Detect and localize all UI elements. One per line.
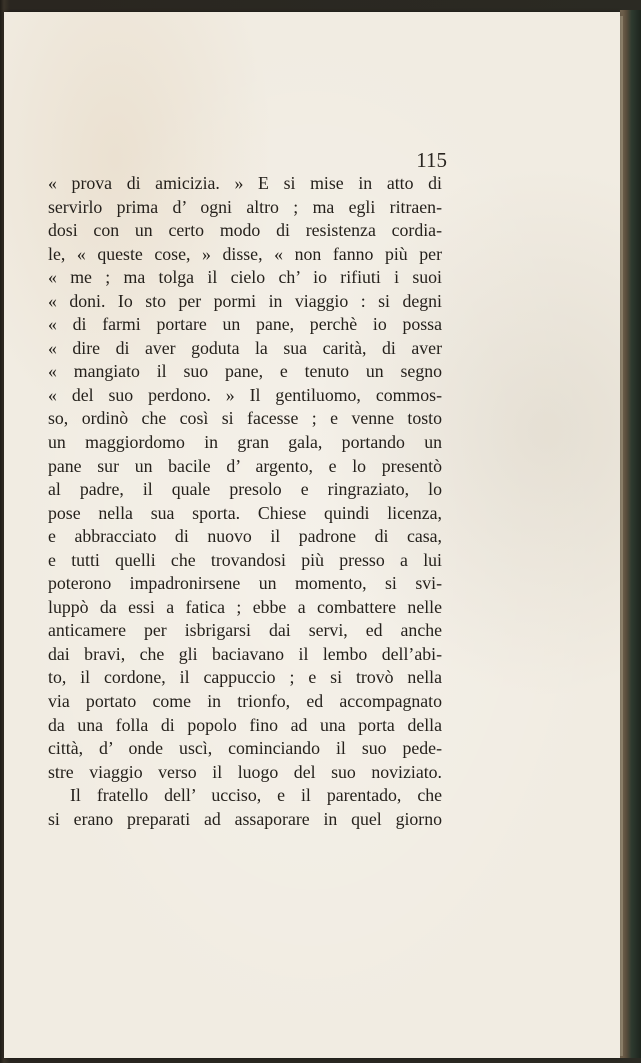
text-line: « del suo perdono. » Il gentiluomo, commos- <box>48 384 442 405</box>
text-line: dosi con un certo modo di resistenza cordia- <box>48 220 442 241</box>
text-line: si erano preparati ad assaporare in quel giorno <box>48 808 442 829</box>
text-line: anticamere per isbrigarsi dai servi, ed anche <box>48 620 442 641</box>
text-line: « di farmi portare un pane, perchè io possa <box>48 314 442 335</box>
text-line: da una folla di popolo fino ad una porta della <box>48 714 442 735</box>
text-line: pane sur un bacile d’ argento, e lo presentò <box>48 455 442 476</box>
text-line: luppò da essi a fatica ; ebbe a combattere nelle <box>48 596 442 617</box>
text-line: stre viaggio verso il luogo del suo noviziato. <box>48 761 442 782</box>
text-line: e tutti quelli che trovandosi più presso a lui <box>48 549 442 570</box>
text-line: « prova di amicizia. » E si mise in atto di <box>48 173 442 193</box>
text-line: to, il cordone, il cappuccio ; e si trovò nella <box>48 667 442 688</box>
text-line: città, d’ onde uscì, cominciando il suo pede- <box>48 738 442 759</box>
text-line: « doni. Io sto per pormi in viaggio : si degni <box>48 290 442 311</box>
page-body-text <box>48 172 442 831</box>
text-line: al padre, il quale presolo e ringraziato, lo <box>48 479 442 500</box>
text-line: dai bravi, che gli baciavano il lembo dell’abi- <box>48 643 442 664</box>
text-line: « me ; ma tolga il cielo ch’ io rifiuti i suoi <box>48 267 442 288</box>
text-line: « dire di aver goduta la sua carità, di aver <box>48 337 442 358</box>
text-line: pose nella sua sporta. Chiese quindi licenza, <box>48 502 442 523</box>
show-through-text <box>259 850 419 880</box>
page-number: 115 <box>416 148 447 172</box>
book-edge <box>620 10 641 1058</box>
text-line: le, « queste cose, » disse, « non fanno più per <box>48 243 442 264</box>
paragraph-start-line: Il fratello dell’ ucciso, e il parentado, che <box>70 785 442 806</box>
text-line: via portato come in trionfo, ed accompagnato <box>48 691 442 712</box>
text-line: so, ordinò che così si facesse ; e venne tosto <box>48 408 442 429</box>
text-line: un maggiordomo in gran gala, portando un <box>48 432 442 453</box>
text-line: servirlo prima d’ ogni altro ; ma egli ritraen- <box>48 196 442 217</box>
text-line: e abbracciato di nuovo il padrone di casa, <box>48 526 442 547</box>
text-line: « mangiato il suo pane, e tenuto un segno <box>48 361 442 382</box>
text-line: poterono impadronirsene un momento, si svi- <box>48 573 442 594</box>
